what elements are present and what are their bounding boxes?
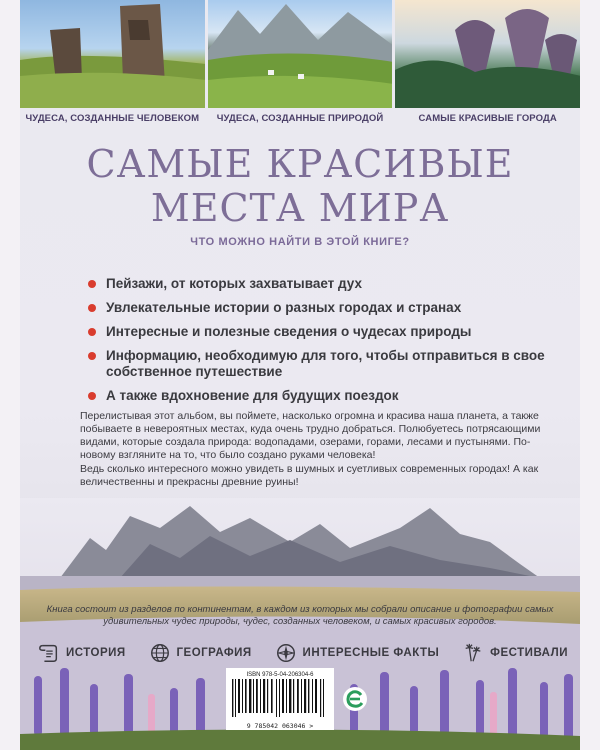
book-title-line1: САМЫЕ КРАСИВЫЕ (86, 142, 514, 186)
caption-man-made: ЧУДЕСА, СОЗДАННЫЕ ЧЕЛОВЕКОМ (25, 113, 200, 124)
barcode-panel (226, 668, 334, 730)
compass-icon (275, 642, 297, 664)
barcode-digits: 9 785042 063046 > (246, 722, 314, 730)
category-row (38, 640, 568, 666)
moai-illustration (20, 0, 205, 108)
list-item: А также вдохновение для будущих поездок (88, 388, 558, 404)
category-facts (275, 642, 440, 664)
photo-captions (20, 108, 580, 130)
mountains-illustration (208, 0, 393, 108)
list-item: Пейзажи, от которых захватывает дух (88, 276, 558, 292)
caption-cities: САМЫЕ КРАСИВЫЕ ГОРОДА (418, 113, 557, 124)
book-back-cover (20, 0, 580, 750)
scroll-icon (38, 642, 60, 664)
book-structure-note: Книга состоит из разделов по континентам, в каждом из которых мы собрали описание и фотографии самых удивительных чудес природы, чудес, созданных человеком, и самых красивых городов. (46, 604, 554, 627)
description-paragraph-1: Перелистывая этот альбом, вы поймете, насколько огромна и красива наша планета, а также побываете в невероятных местах, куда очень трудно добраться. Полюбуетесь потрясающими видами, которые создала природа: водопадами, озерами, горами, лесами и пустынями. По-новому взгляните на то, что было создано руками человека! (80, 410, 541, 461)
category-geography (149, 642, 252, 664)
bullet-dot-icon (88, 328, 96, 336)
list-item: Интересные и полезные сведения о чудесах природы (88, 324, 558, 340)
section-subtitle: ЧТО МОЖНО НАЙТИ В ЭТОЙ КНИГЕ? (190, 236, 410, 248)
fireworks-icon (462, 642, 484, 664)
photo-alpine-valley (208, 0, 393, 108)
caption-natural: ЧУДЕСА, СОЗДАННЫЕ ПРИРОДОЙ (216, 113, 384, 124)
category-history (38, 642, 126, 664)
barcode-icon (230, 679, 330, 717)
isbn-text: ISBN 978-5-04-206304-6 (246, 672, 314, 678)
bullet-dot-icon (88, 304, 96, 312)
category-label: ГЕОГРАФИЯ (176, 647, 252, 659)
photo-strip (20, 0, 580, 108)
globe-icon (149, 642, 171, 664)
book-title-line2: МЕСТА МИРА (150, 186, 450, 230)
bullet-dot-icon (88, 280, 96, 288)
category-label: ФЕСТИВАЛИ (490, 647, 568, 659)
supertrees-illustration (395, 0, 580, 108)
bullet-dot-icon (88, 392, 96, 400)
list-item: Информацию, необходимую для того, чтобы отправиться в свое собственное путешествие (88, 348, 558, 380)
photo-easter-island-moai (20, 0, 205, 108)
photo-singapore-gardens (395, 0, 580, 108)
category-festivals (462, 642, 568, 664)
bullet-dot-icon (88, 352, 96, 360)
description-paragraph-2: Ведь сколько интересного можно увидеть в шумных и суетливых современных городах! А как величественны и прекрасны древние руины! (80, 463, 539, 488)
list-item: Увлекательные истории о разных городах и странах (88, 300, 558, 316)
category-label: ИСТОРИЯ (66, 647, 126, 659)
feature-list (88, 276, 558, 412)
category-label: ИНТЕРЕСНЫЕ ФАКТЫ (302, 647, 440, 659)
publisher-logo-icon (342, 686, 368, 712)
